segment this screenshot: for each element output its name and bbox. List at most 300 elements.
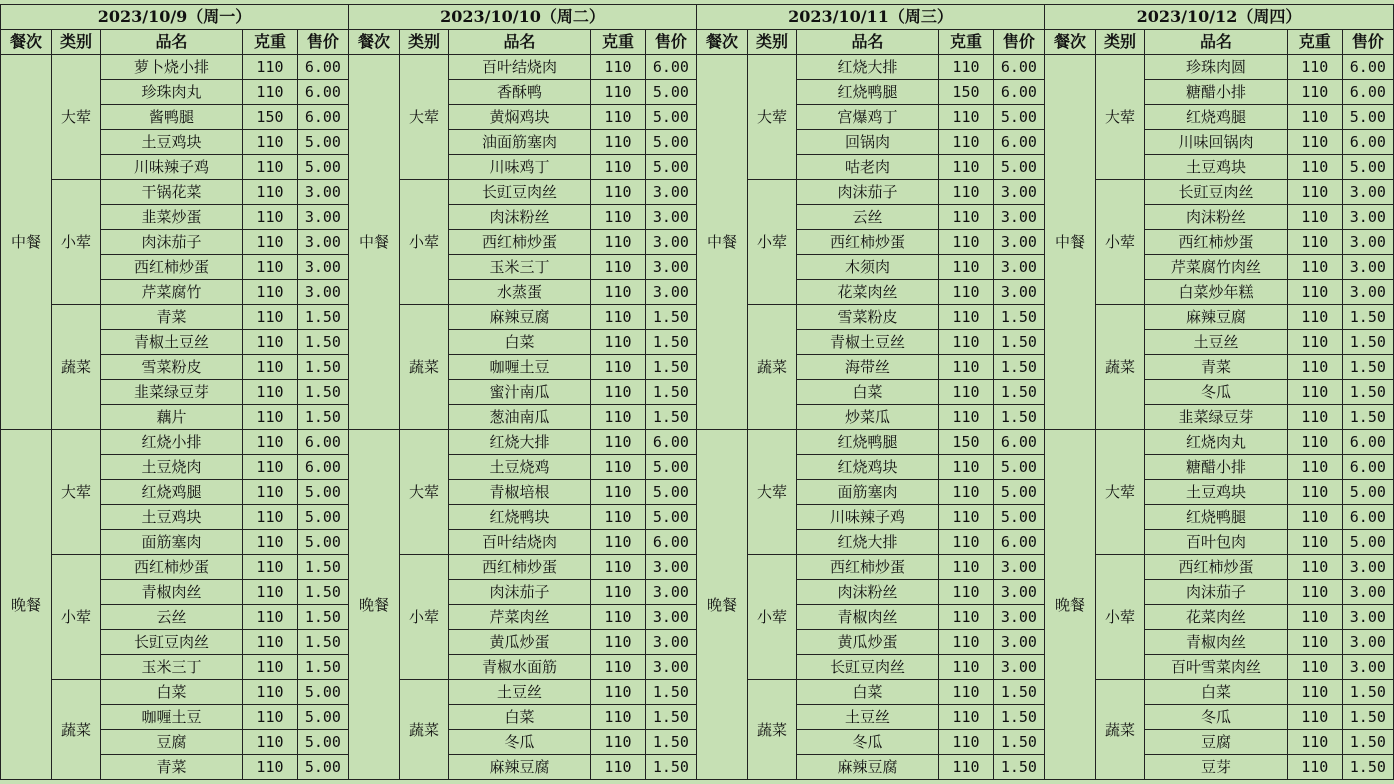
dish-cell[interactable]: 川味回锅肉 (1144, 130, 1287, 155)
price-cell[interactable]: 6.00 (297, 455, 348, 480)
price-cell[interactable]: 3.00 (297, 205, 348, 230)
dish-cell[interactable]: 土豆鸡块 (1144, 480, 1287, 505)
weight-cell[interactable]: 110 (591, 280, 646, 305)
price-cell[interactable]: 6.00 (993, 55, 1044, 80)
dish-cell[interactable]: 青椒肉丝 (796, 605, 938, 630)
dish-cell[interactable]: 土豆鸡块 (100, 130, 242, 155)
dish-cell[interactable]: 白菜 (1144, 680, 1287, 705)
price-cell[interactable]: 3.00 (645, 655, 696, 680)
price-cell[interactable]: 5.00 (297, 705, 348, 730)
weight-cell[interactable]: 110 (591, 680, 646, 705)
weight-cell[interactable]: 110 (1287, 480, 1342, 505)
dish-cell[interactable]: 青椒水面筋 (448, 655, 590, 680)
price-cell[interactable]: 3.00 (645, 555, 696, 580)
weight-cell[interactable]: 110 (939, 405, 994, 430)
price-cell[interactable]: 1.50 (1342, 755, 1393, 780)
dish-cell[interactable]: 海带丝 (796, 355, 938, 380)
weight-cell[interactable]: 110 (243, 155, 298, 180)
dish-cell[interactable]: 白菜 (796, 680, 938, 705)
price-cell[interactable]: 3.00 (993, 555, 1044, 580)
dish-cell[interactable]: 珍珠肉圆 (1144, 55, 1287, 80)
day-date-header[interactable]: 2023/10/12（周四） (1045, 5, 1394, 30)
weight-cell[interactable]: 110 (1287, 755, 1342, 780)
meal-col-header[interactable]: 餐次 (1, 30, 52, 55)
price-cell[interactable]: 1.50 (1342, 330, 1393, 355)
price-cell[interactable]: 3.00 (1342, 605, 1393, 630)
weight-cell[interactable]: 110 (591, 605, 646, 630)
price-cell[interactable]: 5.00 (645, 455, 696, 480)
price-cell[interactable]: 6.00 (297, 430, 348, 455)
dish-cell[interactable]: 川味辣子鸡 (796, 505, 938, 530)
dish-cell[interactable]: 冬瓜 (796, 730, 938, 755)
weight-cell[interactable]: 110 (939, 105, 994, 130)
dish-cell[interactable]: 花菜肉丝 (1144, 605, 1287, 630)
dish-cell[interactable]: 肉沫茄子 (448, 580, 590, 605)
weight-cell[interactable]: 110 (939, 455, 994, 480)
price-cell[interactable]: 3.00 (1342, 630, 1393, 655)
weight-cell[interactable]: 110 (243, 230, 298, 255)
weight-cell[interactable]: 110 (939, 755, 994, 780)
weight-col-header[interactable]: 克重 (1287, 30, 1342, 55)
price-cell[interactable]: 5.00 (993, 155, 1044, 180)
dish-cell[interactable]: 黄焖鸡块 (448, 105, 590, 130)
weight-cell[interactable]: 110 (243, 180, 298, 205)
dish-cell[interactable]: 青椒培根 (448, 480, 590, 505)
price-cell[interactable]: 6.00 (1342, 130, 1393, 155)
dish-cell[interactable]: 青椒肉丝 (1144, 630, 1287, 655)
price-cell[interactable]: 1.50 (645, 380, 696, 405)
weight-cell[interactable]: 110 (591, 555, 646, 580)
category-cell[interactable]: 小荤 (747, 555, 796, 680)
category-col-header[interactable]: 类别 (51, 30, 100, 55)
price-cell[interactable]: 1.50 (1342, 680, 1393, 705)
category-cell[interactable]: 大荤 (399, 430, 448, 555)
dish-cell[interactable]: 西红柿炒蛋 (448, 555, 590, 580)
price-cell[interactable]: 3.00 (1342, 280, 1393, 305)
price-cell[interactable]: 1.50 (1342, 355, 1393, 380)
dish-cell[interactable]: 韭菜绿豆芽 (1144, 405, 1287, 430)
dish-cell[interactable]: 土豆丝 (448, 680, 590, 705)
price-cell[interactable]: 3.00 (645, 230, 696, 255)
dish-cell[interactable]: 白菜 (100, 680, 242, 705)
price-cell[interactable]: 6.00 (297, 55, 348, 80)
price-cell[interactable]: 6.00 (1342, 430, 1393, 455)
weight-cell[interactable]: 110 (1287, 130, 1342, 155)
meal-col-header[interactable]: 餐次 (349, 30, 400, 55)
weight-cell[interactable]: 110 (243, 755, 298, 780)
category-cell[interactable]: 蔬菜 (747, 305, 796, 430)
price-cell[interactable]: 5.00 (297, 755, 348, 780)
weight-cell[interactable]: 110 (1287, 330, 1342, 355)
price-cell[interactable]: 3.00 (993, 180, 1044, 205)
price-cell[interactable]: 1.50 (993, 380, 1044, 405)
price-cell[interactable]: 5.00 (297, 530, 348, 555)
category-cell[interactable]: 小荤 (1095, 180, 1144, 305)
price-cell[interactable]: 3.00 (1342, 555, 1393, 580)
weight-cell[interactable]: 110 (1287, 230, 1342, 255)
dish-cell[interactable]: 白菜 (448, 330, 590, 355)
meal-cell[interactable]: 中餐 (349, 55, 400, 430)
dish-cell[interactable]: 芹菜腐竹肉丝 (1144, 255, 1287, 280)
weight-cell[interactable]: 110 (243, 530, 298, 555)
price-cell[interactable]: 5.00 (993, 455, 1044, 480)
dish-cell[interactable]: 红烧肉丸 (1144, 430, 1287, 455)
weight-cell[interactable]: 110 (243, 405, 298, 430)
weight-cell[interactable]: 110 (243, 380, 298, 405)
dish-cell[interactable]: 豆腐 (1144, 730, 1287, 755)
price-cell[interactable]: 6.00 (993, 430, 1044, 455)
price-cell[interactable]: 1.50 (297, 380, 348, 405)
price-cell[interactable]: 5.00 (297, 130, 348, 155)
dish-cell[interactable]: 青椒土豆丝 (100, 330, 242, 355)
price-cell[interactable]: 3.00 (297, 180, 348, 205)
price-cell[interactable]: 3.00 (993, 255, 1044, 280)
weight-cell[interactable]: 150 (939, 430, 994, 455)
weight-cell[interactable]: 110 (591, 655, 646, 680)
dish-cell[interactable]: 西红柿炒蛋 (100, 255, 242, 280)
price-cell[interactable]: 5.00 (297, 155, 348, 180)
weight-cell[interactable]: 110 (591, 530, 646, 555)
dish-cell[interactable]: 长豇豆肉丝 (796, 655, 938, 680)
category-col-header[interactable]: 类别 (747, 30, 796, 55)
price-cell[interactable]: 6.00 (993, 80, 1044, 105)
category-cell[interactable]: 蔬菜 (399, 305, 448, 430)
dish-cell[interactable]: 回锅肉 (796, 130, 938, 155)
weight-cell[interactable]: 110 (1287, 655, 1342, 680)
weight-cell[interactable]: 110 (939, 255, 994, 280)
dish-cell[interactable]: 青菜 (100, 755, 242, 780)
dish-cell[interactable]: 百叶包肉 (1144, 530, 1287, 555)
weight-cell[interactable]: 110 (591, 480, 646, 505)
category-cell[interactable]: 蔬菜 (51, 680, 100, 780)
category-cell[interactable]: 蔬菜 (51, 305, 100, 430)
weight-cell[interactable]: 110 (591, 755, 646, 780)
dish-col-header[interactable]: 品名 (1144, 30, 1287, 55)
price-cell[interactable]: 1.50 (1342, 730, 1393, 755)
weight-cell[interactable]: 110 (591, 455, 646, 480)
dish-cell[interactable]: 红烧鸭腿 (1144, 505, 1287, 530)
weight-cell[interactable]: 110 (939, 230, 994, 255)
dish-cell[interactable]: 西红柿炒蛋 (448, 230, 590, 255)
price-cell[interactable]: 1.50 (297, 555, 348, 580)
weight-cell[interactable]: 110 (591, 330, 646, 355)
price-cell[interactable]: 1.50 (297, 655, 348, 680)
dish-cell[interactable]: 土豆鸡块 (1144, 155, 1287, 180)
dish-cell[interactable]: 青菜 (100, 305, 242, 330)
weight-cell[interactable]: 110 (1287, 705, 1342, 730)
price-cell[interactable]: 1.50 (645, 730, 696, 755)
price-cell[interactable]: 5.00 (1342, 530, 1393, 555)
price-cell[interactable]: 3.00 (645, 205, 696, 230)
dish-cell[interactable]: 白菜 (448, 705, 590, 730)
dish-cell[interactable]: 肉沫茄子 (1144, 580, 1287, 605)
dish-cell[interactable]: 面筋塞肉 (796, 480, 938, 505)
dish-cell[interactable]: 油面筋塞肉 (448, 130, 590, 155)
price-cell[interactable]: 3.00 (297, 230, 348, 255)
price-cell[interactable]: 1.50 (645, 330, 696, 355)
price-cell[interactable]: 6.00 (645, 530, 696, 555)
price-cell[interactable]: 1.50 (993, 680, 1044, 705)
weight-cell[interactable]: 110 (243, 680, 298, 705)
weight-cell[interactable]: 110 (939, 130, 994, 155)
dish-cell[interactable]: 土豆鸡块 (100, 505, 242, 530)
weight-cell[interactable]: 110 (939, 530, 994, 555)
dish-cell[interactable]: 西红柿炒蛋 (100, 555, 242, 580)
meal-cell[interactable]: 中餐 (1, 55, 52, 430)
dish-cell[interactable]: 水蒸蛋 (448, 280, 590, 305)
dish-cell[interactable]: 冬瓜 (1144, 705, 1287, 730)
price-cell[interactable]: 3.00 (297, 280, 348, 305)
dish-cell[interactable]: 川味鸡丁 (448, 155, 590, 180)
weight-cell[interactable]: 110 (591, 580, 646, 605)
weight-cell[interactable]: 110 (591, 405, 646, 430)
weight-cell[interactable]: 150 (243, 105, 298, 130)
weight-cell[interactable]: 110 (939, 280, 994, 305)
weight-cell[interactable]: 110 (1287, 55, 1342, 80)
price-cell[interactable]: 1.50 (297, 630, 348, 655)
dish-cell[interactable]: 长豇豆肉丝 (448, 180, 590, 205)
weight-cell[interactable]: 110 (1287, 430, 1342, 455)
price-cell[interactable]: 1.50 (1342, 380, 1393, 405)
weight-cell[interactable]: 110 (243, 255, 298, 280)
weight-col-header[interactable]: 克重 (591, 30, 646, 55)
dish-cell[interactable]: 白菜炒年糕 (1144, 280, 1287, 305)
price-cell[interactable]: 1.50 (993, 730, 1044, 755)
category-cell[interactable]: 小荤 (399, 555, 448, 680)
dish-cell[interactable]: 芹菜腐竹 (100, 280, 242, 305)
dish-cell[interactable]: 西红柿炒蛋 (1144, 555, 1287, 580)
dish-cell[interactable]: 红烧鸡腿 (1144, 105, 1287, 130)
price-cell[interactable]: 5.00 (1342, 155, 1393, 180)
price-cell[interactable]: 3.00 (1342, 580, 1393, 605)
day-date-header[interactable]: 2023/10/11（周三） (697, 5, 1045, 30)
meal-cell[interactable]: 晚餐 (349, 430, 400, 780)
category-cell[interactable]: 大荤 (399, 55, 448, 180)
price-cell[interactable]: 3.00 (297, 255, 348, 280)
dish-cell[interactable]: 麻辣豆腐 (796, 755, 938, 780)
dish-cell[interactable]: 雪菜粉皮 (100, 355, 242, 380)
weight-cell[interactable]: 110 (591, 255, 646, 280)
weight-cell[interactable]: 110 (1287, 680, 1342, 705)
price-cell[interactable]: 1.50 (993, 305, 1044, 330)
dish-cell[interactable]: 肉沫粉丝 (448, 205, 590, 230)
weight-cell[interactable]: 110 (243, 630, 298, 655)
weight-cell[interactable]: 110 (939, 205, 994, 230)
weight-cell[interactable]: 110 (243, 705, 298, 730)
price-cell[interactable]: 6.00 (1342, 55, 1393, 80)
dish-cell[interactable]: 肉沫茄子 (796, 180, 938, 205)
category-cell[interactable]: 小荤 (399, 180, 448, 305)
price-cell[interactable]: 1.50 (993, 755, 1044, 780)
weight-cell[interactable]: 110 (939, 330, 994, 355)
weight-cell[interactable]: 110 (939, 655, 994, 680)
price-cell[interactable]: 6.00 (1342, 505, 1393, 530)
price-col-header[interactable]: 售价 (645, 30, 696, 55)
price-cell[interactable]: 1.50 (645, 405, 696, 430)
weight-cell[interactable]: 110 (591, 380, 646, 405)
weight-cell[interactable]: 110 (591, 430, 646, 455)
dish-cell[interactable]: 云丝 (100, 605, 242, 630)
weight-cell[interactable]: 110 (591, 355, 646, 380)
price-cell[interactable]: 3.00 (993, 655, 1044, 680)
weight-cell[interactable]: 110 (591, 305, 646, 330)
price-cell[interactable]: 1.50 (993, 330, 1044, 355)
price-cell[interactable]: 3.00 (645, 180, 696, 205)
price-cell[interactable]: 5.00 (645, 105, 696, 130)
dish-cell[interactable]: 红烧鸭腿 (796, 80, 938, 105)
dish-cell[interactable]: 土豆烧肉 (100, 455, 242, 480)
price-cell[interactable]: 5.00 (993, 105, 1044, 130)
dish-cell[interactable]: 红烧鸡腿 (100, 480, 242, 505)
price-cell[interactable]: 3.00 (1342, 205, 1393, 230)
dish-cell[interactable]: 肉沫茄子 (100, 230, 242, 255)
price-cell[interactable]: 3.00 (1342, 230, 1393, 255)
price-cell[interactable]: 5.00 (645, 505, 696, 530)
weight-cell[interactable]: 110 (591, 180, 646, 205)
dish-cell[interactable]: 西红柿炒蛋 (796, 230, 938, 255)
weight-cell[interactable]: 110 (939, 630, 994, 655)
weight-cell[interactable]: 110 (1287, 80, 1342, 105)
weight-cell[interactable]: 110 (1287, 605, 1342, 630)
weight-cell[interactable]: 110 (1287, 455, 1342, 480)
price-cell[interactable]: 3.00 (1342, 655, 1393, 680)
weight-cell[interactable]: 110 (243, 605, 298, 630)
dish-cell[interactable]: 红烧大排 (448, 430, 590, 455)
dish-cell[interactable]: 芹菜肉丝 (448, 605, 590, 630)
weight-cell[interactable]: 150 (939, 80, 994, 105)
dish-cell[interactable]: 珍珠肉丸 (100, 80, 242, 105)
dish-col-header[interactable]: 品名 (796, 30, 938, 55)
price-cell[interactable]: 3.00 (993, 580, 1044, 605)
price-cell[interactable]: 5.00 (1342, 480, 1393, 505)
weight-cell[interactable]: 110 (243, 80, 298, 105)
meal-cell[interactable]: 中餐 (697, 55, 748, 430)
weight-cell[interactable]: 110 (243, 55, 298, 80)
dish-cell[interactable]: 豆芽 (1144, 755, 1287, 780)
dish-cell[interactable]: 红烧鸡块 (796, 455, 938, 480)
dish-cell[interactable]: 长豇豆肉丝 (1144, 180, 1287, 205)
dish-cell[interactable]: 土豆丝 (1144, 330, 1287, 355)
price-cell[interactable]: 6.00 (1342, 80, 1393, 105)
price-cell[interactable]: 1.50 (993, 405, 1044, 430)
weight-cell[interactable]: 110 (591, 630, 646, 655)
price-cell[interactable]: 1.50 (297, 305, 348, 330)
meal-col-header[interactable]: 餐次 (697, 30, 748, 55)
price-cell[interactable]: 5.00 (993, 505, 1044, 530)
price-cell[interactable]: 1.50 (645, 305, 696, 330)
meal-col-header[interactable]: 餐次 (1045, 30, 1096, 55)
category-cell[interactable]: 蔬菜 (747, 680, 796, 780)
dish-cell[interactable]: 青椒肉丝 (100, 580, 242, 605)
weight-cell[interactable]: 110 (939, 55, 994, 80)
weight-cell[interactable]: 110 (1287, 180, 1342, 205)
price-cell[interactable]: 6.00 (645, 430, 696, 455)
dish-cell[interactable]: 玉米三丁 (100, 655, 242, 680)
category-cell[interactable]: 小荤 (1095, 555, 1144, 680)
weight-cell[interactable]: 110 (1287, 580, 1342, 605)
weight-cell[interactable]: 110 (243, 655, 298, 680)
weight-cell[interactable]: 110 (591, 155, 646, 180)
weight-cell[interactable]: 110 (939, 730, 994, 755)
dish-cell[interactable]: 麻辣豆腐 (448, 755, 590, 780)
weight-cell[interactable]: 110 (243, 580, 298, 605)
price-cell[interactable]: 3.00 (1342, 180, 1393, 205)
weight-cell[interactable]: 110 (591, 505, 646, 530)
dish-cell[interactable]: 红烧鸭腿 (796, 430, 938, 455)
price-cell[interactable]: 1.50 (1342, 305, 1393, 330)
dish-cell[interactable]: 黄瓜炒蛋 (796, 630, 938, 655)
weight-cell[interactable]: 110 (939, 555, 994, 580)
weight-cell[interactable]: 110 (243, 280, 298, 305)
price-cell[interactable]: 5.00 (297, 505, 348, 530)
price-cell[interactable]: 6.00 (297, 105, 348, 130)
dish-cell[interactable]: 肉沫粉丝 (796, 580, 938, 605)
category-cell[interactable]: 大荤 (1095, 430, 1144, 555)
weight-cell[interactable]: 110 (939, 155, 994, 180)
dish-cell[interactable]: 咕老肉 (796, 155, 938, 180)
category-cell[interactable]: 大荤 (51, 55, 100, 180)
price-cell[interactable]: 6.00 (1342, 455, 1393, 480)
weight-cell[interactable]: 110 (939, 380, 994, 405)
weight-cell[interactable]: 110 (243, 330, 298, 355)
dish-col-header[interactable]: 品名 (448, 30, 590, 55)
price-cell[interactable]: 5.00 (645, 80, 696, 105)
weight-cell[interactable]: 110 (243, 480, 298, 505)
category-cell[interactable]: 蔬菜 (399, 680, 448, 780)
price-col-header[interactable]: 售价 (1342, 30, 1393, 55)
meal-cell[interactable]: 晚餐 (1045, 430, 1096, 780)
weight-cell[interactable]: 110 (1287, 280, 1342, 305)
price-cell[interactable]: 6.00 (993, 530, 1044, 555)
weight-cell[interactable]: 110 (939, 705, 994, 730)
day-date-header[interactable]: 2023/10/10（周二） (349, 5, 697, 30)
dish-cell[interactable]: 炒菜瓜 (796, 405, 938, 430)
weight-col-header[interactable]: 克重 (939, 30, 994, 55)
price-cell[interactable]: 3.00 (645, 280, 696, 305)
weight-cell[interactable]: 110 (1287, 155, 1342, 180)
dish-cell[interactable]: 韭菜绿豆芽 (100, 380, 242, 405)
weight-cell[interactable]: 110 (591, 705, 646, 730)
price-cell[interactable]: 3.00 (645, 630, 696, 655)
price-cell[interactable]: 3.00 (645, 580, 696, 605)
weight-cell[interactable]: 110 (1287, 355, 1342, 380)
category-col-header[interactable]: 类别 (1095, 30, 1144, 55)
category-cell[interactable]: 大荤 (747, 430, 796, 555)
dish-cell[interactable]: 木须肉 (796, 255, 938, 280)
dish-cell[interactable]: 糖醋小排 (1144, 455, 1287, 480)
dish-cell[interactable]: 肉沫粉丝 (1144, 205, 1287, 230)
dish-cell[interactable]: 长豇豆肉丝 (100, 630, 242, 655)
dish-cell[interactable]: 韭菜炒蛋 (100, 205, 242, 230)
category-cell[interactable]: 大荤 (1095, 55, 1144, 180)
dish-cell[interactable]: 蜜汁南瓜 (448, 380, 590, 405)
dish-cell[interactable]: 土豆烧鸡 (448, 455, 590, 480)
price-cell[interactable]: 3.00 (993, 230, 1044, 255)
weight-cell[interactable]: 110 (1287, 505, 1342, 530)
meal-cell[interactable]: 晚餐 (697, 430, 748, 780)
dish-cell[interactable]: 酱鸭腿 (100, 105, 242, 130)
dish-cell[interactable]: 云丝 (796, 205, 938, 230)
dish-cell[interactable]: 白菜 (796, 380, 938, 405)
weight-cell[interactable]: 110 (1287, 530, 1342, 555)
price-cell[interactable]: 6.00 (297, 80, 348, 105)
dish-cell[interactable]: 萝卜烧小排 (100, 55, 242, 80)
dish-cell[interactable]: 冬瓜 (448, 730, 590, 755)
dish-cell[interactable]: 香酥鸭 (448, 80, 590, 105)
category-cell[interactable]: 蔬菜 (1095, 680, 1144, 780)
category-cell[interactable]: 小荤 (747, 180, 796, 305)
price-cell[interactable]: 3.00 (993, 280, 1044, 305)
